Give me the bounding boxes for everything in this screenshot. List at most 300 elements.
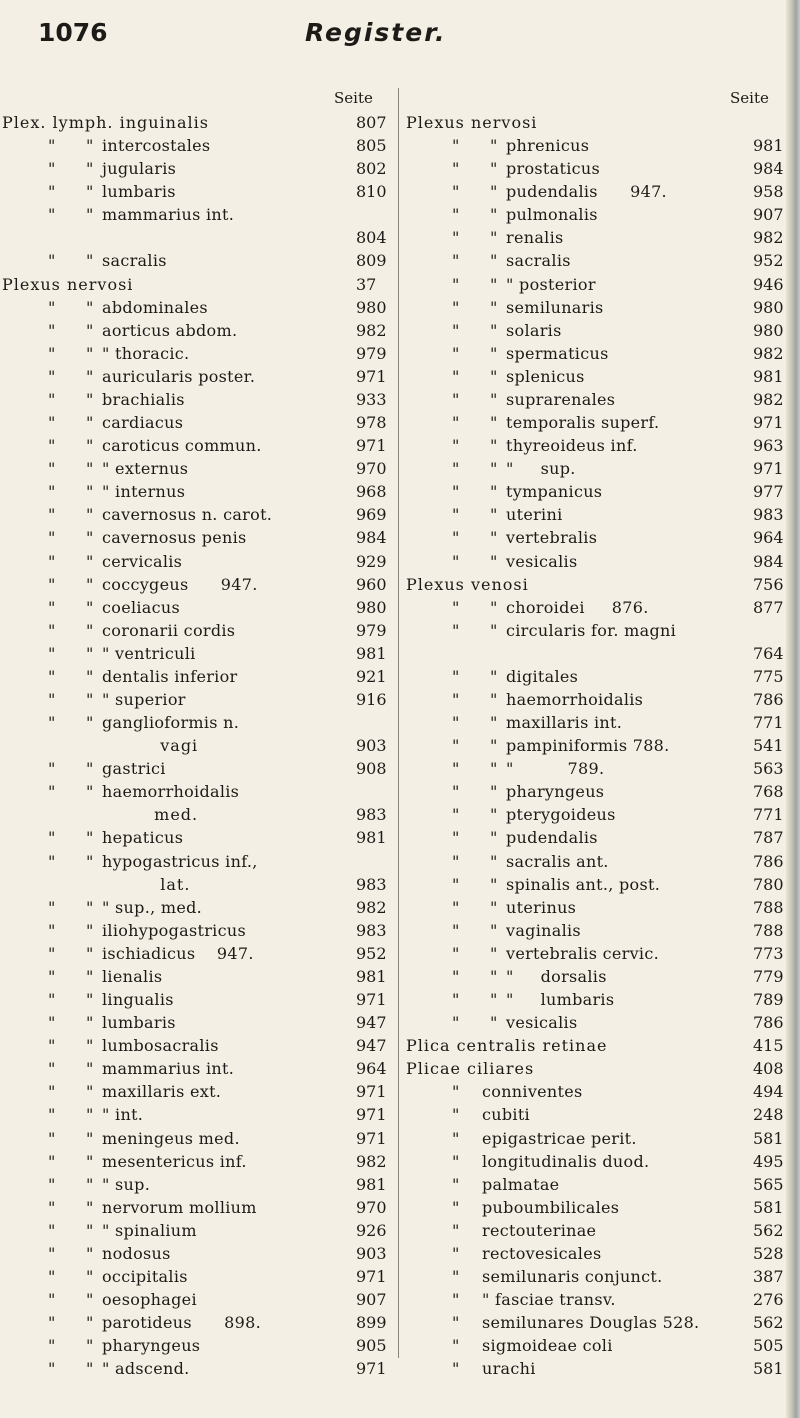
ditto-mark: " [86, 1267, 94, 1286]
ditto-mark: " [452, 620, 460, 640]
entry-term: lat. [2, 874, 191, 894]
entry-term: cubiti [482, 1105, 530, 1125]
entry-term: nodosus [102, 1243, 171, 1263]
index-entry [0, 1242, 400, 1266]
entry-term: sigmoideae coli [482, 1336, 613, 1356]
index-entry [400, 1311, 800, 1335]
entry-page: 982 [753, 389, 784, 409]
index-entry [0, 1127, 400, 1151]
entry-term: occipitalis [102, 1267, 188, 1286]
entry-page: 415 [753, 1036, 784, 1056]
entry-page: 764 [753, 643, 784, 663]
index-entry [400, 249, 800, 273]
entry-page: 970 [356, 1197, 387, 1217]
ditto-mark: " [86, 1151, 94, 1171]
ditto-mark: " [48, 666, 56, 686]
entry-term: vaginalis [506, 920, 581, 940]
entry-page: 979 [356, 343, 387, 363]
entry-term: " dorsalis [506, 966, 607, 986]
entry-term: oesophagei [102, 1290, 197, 1310]
index-entry [0, 1357, 400, 1381]
index-entry [0, 780, 400, 804]
ditto-mark: " [452, 1082, 460, 1102]
ditto-mark: " [490, 620, 498, 640]
entry-page: 771 [753, 805, 784, 825]
ditto-mark: " [452, 1336, 460, 1356]
ditto-mark: " [490, 436, 498, 456]
entry-term: spinalis ant., post. [506, 874, 661, 894]
index-entry [400, 688, 800, 712]
ditto-mark: " [48, 990, 56, 1010]
index-entry [0, 203, 400, 227]
ditto-mark: " [452, 759, 460, 779]
ditto-mark: " [490, 205, 498, 225]
entry-term: uterinus [506, 897, 577, 917]
index-entry [0, 1196, 400, 1220]
ditto-mark: " [490, 459, 498, 479]
index-entry [0, 1103, 400, 1127]
index-entry [400, 180, 800, 204]
index-entry [0, 550, 400, 574]
index-entry [400, 1357, 800, 1381]
ditto-mark: " [86, 413, 94, 433]
ditto-mark: " [48, 136, 56, 156]
ditto-mark: " [452, 1105, 460, 1125]
index-entry [400, 896, 800, 920]
index-entry [0, 434, 400, 458]
entry-term: coccygeus 947. [102, 574, 258, 594]
ditto-mark: " [86, 159, 94, 179]
entry-term: lumbaris [102, 182, 176, 202]
index-entry [0, 665, 400, 689]
index-entry [400, 1196, 800, 1220]
entry-term: semilunaris [506, 297, 604, 317]
entry-term: " spinalium [102, 1220, 197, 1240]
ditto-mark: " [48, 1151, 56, 1171]
entry-page: 907 [753, 205, 784, 225]
ditto-mark: " [86, 1013, 94, 1033]
entry-term: auricularis poster. [102, 366, 256, 386]
entry-term: aorticus abdom. [102, 320, 238, 340]
ditto-mark: " [86, 574, 94, 594]
ditto-mark: " [48, 366, 56, 386]
ditto-mark: " [490, 251, 498, 271]
entry-term: temporalis superf. [506, 413, 660, 433]
entry-term: semilunaris conjunct. [482, 1267, 663, 1286]
entry-page: 971 [753, 459, 784, 479]
ditto-mark: " [86, 1220, 94, 1240]
ditto-mark: " [452, 1220, 460, 1240]
ditto-mark: " [452, 782, 460, 802]
ditto-mark: " [48, 574, 56, 594]
entry-term: intercostales [102, 136, 211, 156]
entry-page: 983 [356, 920, 387, 940]
entry-page: 786 [753, 851, 784, 871]
entry-term: vesicalis [506, 551, 578, 571]
ditto-mark: " [86, 1105, 94, 1125]
ditto-mark: " [86, 620, 94, 640]
index-entry [0, 896, 400, 920]
entry-term: lienalis [102, 966, 163, 986]
entry-page: 899 [356, 1313, 387, 1333]
index-entry [400, 826, 800, 850]
ditto-mark: " [452, 736, 460, 756]
ditto-mark: " [452, 389, 460, 409]
ditto-mark: " [48, 1036, 56, 1056]
entry-page: 947 [356, 1013, 387, 1033]
ditto-mark: " [86, 505, 94, 525]
index-entry [400, 1034, 800, 1058]
index-entry [400, 226, 800, 250]
entry-page: 971 [356, 366, 387, 386]
index-entry [400, 1150, 800, 1174]
ditto-mark: " [48, 920, 56, 940]
index-entry [400, 803, 800, 827]
ditto-mark: " [86, 782, 94, 802]
index-entry [0, 619, 400, 643]
ditto-mark: " [86, 136, 94, 156]
entry-term: " fasciae transv. [482, 1290, 616, 1310]
ditto-mark: " [452, 713, 460, 733]
ditto-mark: " [48, 1243, 56, 1263]
page-edge [786, 0, 800, 1418]
ditto-mark: " [452, 666, 460, 686]
ditto-mark: " [86, 320, 94, 340]
ditto-mark: " [86, 1059, 94, 1079]
ditto-mark: " [86, 1128, 94, 1148]
ditto-mark: " [48, 505, 56, 525]
entry-page: 982 [753, 343, 784, 363]
ditto-mark: " [452, 251, 460, 271]
ditto-mark: " [490, 966, 498, 986]
entry-page: 981 [753, 366, 784, 386]
entry-term: Plex. lymph. inguinalis [2, 113, 209, 132]
entry-term: rectovesicales [482, 1243, 602, 1263]
entry-page: 562 [753, 1220, 784, 1240]
ditto-mark: " [452, 551, 460, 571]
entry-page: 908 [356, 759, 387, 779]
seite-label: Seite [730, 89, 769, 107]
index-entry [400, 526, 800, 550]
ditto-mark: " [48, 1013, 56, 1033]
entry-page: 276 [753, 1290, 784, 1310]
ditto-mark: " [48, 459, 56, 479]
ditto-mark: " [48, 597, 56, 617]
ditto-mark: " [48, 620, 56, 640]
entry-page: 971 [356, 1359, 387, 1379]
entry-term: hypogastricus inf., [102, 851, 258, 871]
ditto-mark: " [490, 759, 498, 779]
entry-page: 788 [753, 897, 784, 917]
index-entry [400, 1288, 800, 1312]
entry-term: vertebralis [506, 528, 598, 548]
index-entry [400, 111, 800, 135]
entry-page: 984 [753, 159, 784, 179]
entry-term: Plicae ciliares [406, 1059, 535, 1079]
entry-term: pulmonalis [506, 205, 598, 225]
entry-page: 981 [356, 966, 387, 986]
index-entry [400, 942, 800, 966]
ditto-mark: " [490, 389, 498, 409]
ditto-mark: " [86, 436, 94, 456]
ditto-mark: " [490, 274, 498, 294]
ditto-mark: " [452, 320, 460, 340]
ditto-mark: " [48, 551, 56, 571]
index-entry [0, 688, 400, 712]
entry-page: 37 [356, 274, 377, 294]
entry-page: 971 [753, 413, 784, 433]
ditto-mark: " [86, 1290, 94, 1310]
ditto-mark: " [452, 943, 460, 963]
entry-page: 528 [753, 1243, 784, 1263]
ditto-mark: " [490, 159, 498, 179]
entry-page: 505 [753, 1336, 784, 1356]
ditto-mark: " [48, 897, 56, 917]
index-entry [0, 180, 400, 204]
entry-page: 494 [753, 1082, 784, 1102]
index-entry [400, 1057, 800, 1081]
index-entry [400, 388, 800, 412]
ditto-mark: " [490, 666, 498, 686]
entry-page: 952 [753, 251, 784, 271]
index-entry [400, 619, 800, 643]
entry-term: " lumbaris [506, 990, 615, 1010]
entry-term: Plexus nervosi [2, 274, 134, 294]
ditto-mark: " [490, 782, 498, 802]
ditto-mark: " [86, 759, 94, 779]
ditto-mark: " [452, 1243, 460, 1263]
entry-page: 581 [753, 1359, 784, 1379]
ditto-mark: " [452, 690, 460, 709]
entry-term: thyreoideus inf. [506, 436, 638, 456]
ditto-mark: " [452, 597, 460, 617]
entry-term: lingualis [102, 990, 174, 1010]
ditto-mark: " [452, 366, 460, 386]
entry-page: 960 [356, 574, 387, 594]
index-entry [400, 919, 800, 943]
index-entry [400, 434, 800, 458]
entry-page: 971 [356, 1082, 387, 1102]
entry-page: 982 [753, 228, 784, 248]
index-entry [0, 134, 400, 158]
entry-term: hepaticus [102, 828, 184, 848]
index-entry [0, 157, 400, 181]
entry-term: iliohypogastricus [102, 920, 246, 940]
entry-page: 775 [753, 666, 784, 686]
index-entry [400, 734, 800, 758]
entry-page: 971 [356, 990, 387, 1010]
ditto-mark: " [86, 205, 94, 225]
entry-page: 968 [356, 482, 387, 502]
index-entry [400, 411, 800, 435]
index-entry [400, 273, 800, 297]
entry-page: 495 [753, 1151, 784, 1171]
ditto-mark: " [452, 1267, 460, 1286]
entry-term: solaris [506, 320, 562, 340]
entry-term: maxillaris ext. [102, 1082, 222, 1102]
ditto-mark: " [86, 1197, 94, 1217]
ditto-mark: " [86, 482, 94, 502]
index-entry [400, 780, 800, 804]
entry-page: 805 [356, 136, 387, 156]
index-entry [0, 273, 400, 297]
ditto-mark: " [452, 459, 460, 479]
index-entry [400, 1103, 800, 1127]
ditto-mark: " [452, 297, 460, 317]
index-entry [0, 850, 400, 874]
entry-term: spermaticus [506, 343, 609, 363]
entry-page: 387 [753, 1267, 784, 1286]
entry-term: tympanicus [506, 482, 603, 502]
index-entry [0, 988, 400, 1012]
entry-page: 802 [356, 159, 387, 179]
ditto-mark: " [86, 297, 94, 317]
index-entry [400, 711, 800, 735]
entry-term: prostaticus [506, 159, 601, 179]
index-entry [0, 411, 400, 435]
index-entry [400, 296, 800, 320]
ditto-mark: " [452, 920, 460, 940]
index-entry [0, 1150, 400, 1174]
index-entry [0, 873, 400, 897]
entry-term: med. [2, 805, 199, 825]
index-entry [0, 942, 400, 966]
entry-term: suprarenales [506, 389, 616, 409]
ditto-mark: " [86, 966, 94, 986]
ditto-mark: " [452, 136, 460, 156]
ditto-mark: " [490, 713, 498, 733]
ditto-mark: " [48, 1220, 56, 1240]
ditto-mark: " [452, 897, 460, 917]
index-entry [0, 457, 400, 481]
ditto-mark: " [86, 643, 94, 663]
ditto-mark: " [452, 228, 460, 248]
entry-term: conniventes [482, 1082, 583, 1102]
entry-term: gastrici [102, 759, 166, 779]
index-entry [0, 319, 400, 343]
ditto-mark: " [452, 436, 460, 456]
ditto-mark: " [452, 1313, 460, 1333]
index-entry [400, 1265, 800, 1289]
ditto-mark: " [48, 343, 56, 363]
entry-page: 541 [753, 736, 784, 756]
ditto-mark: " [48, 297, 56, 317]
ditto-mark: " [490, 990, 498, 1010]
entry-term: sacralis ant. [506, 851, 609, 871]
ditto-mark: " [490, 690, 498, 709]
ditto-mark: " [48, 1290, 56, 1310]
entry-page: 963 [753, 436, 784, 456]
entry-page: 947 [356, 1036, 387, 1056]
ditto-mark: " [48, 851, 56, 871]
entry-term: maxillaris int. [506, 713, 623, 733]
ditto-mark: " [48, 1082, 56, 1102]
entry-page: 929 [356, 551, 387, 571]
ditto-mark: " [452, 528, 460, 548]
ditto-mark: " [48, 182, 56, 202]
ditto-mark: " [452, 1290, 460, 1310]
entry-term: sacralis [506, 251, 571, 271]
ditto-mark: " [86, 1243, 94, 1263]
entry-term: cardiacus [102, 413, 184, 433]
entry-page: 903 [356, 1243, 387, 1263]
index-entry [400, 988, 800, 1012]
ditto-mark: " [48, 782, 56, 802]
index-entry [400, 550, 800, 574]
entry-term: haemorrhoidalis [102, 782, 240, 802]
ditto-mark: " [452, 828, 460, 848]
entry-page: 958 [753, 182, 784, 202]
entry-term: vesicalis [506, 1013, 578, 1033]
entry-term: jugularis [102, 159, 177, 179]
entry-page: 768 [753, 782, 784, 802]
ditto-mark: " [86, 1359, 94, 1379]
entry-page: 969 [356, 505, 387, 525]
entry-page: 780 [753, 874, 784, 894]
ditto-mark: " [452, 482, 460, 502]
index-entry [0, 642, 400, 666]
entry-term: abdominales [102, 297, 208, 317]
index-entry [0, 111, 400, 135]
entry-page: 933 [356, 389, 387, 409]
ditto-mark: " [452, 159, 460, 179]
entry-term: " sup. [102, 1174, 151, 1194]
entry-page: 964 [753, 528, 784, 548]
entry-term: meningeus med. [102, 1128, 240, 1148]
ditto-mark: " [490, 851, 498, 871]
entry-page: 771 [753, 713, 784, 733]
ditto-mark: " [490, 597, 498, 617]
entry-term: " 789. [506, 759, 605, 779]
index-entry [400, 503, 800, 527]
entry-page: 982 [356, 320, 387, 340]
ditto-mark: " [452, 1013, 460, 1033]
index-entry [0, 596, 400, 620]
entry-term: dentalis inferior [102, 666, 238, 686]
index-entry [0, 249, 400, 273]
entry-page: 562 [753, 1313, 784, 1333]
ditto-mark: " [48, 1174, 56, 1194]
entry-page: 980 [753, 297, 784, 317]
ditto-mark: " [48, 159, 56, 179]
seite-label: Seite [334, 89, 373, 107]
entry-term: rectouterinae [482, 1220, 597, 1240]
ditto-mark: " [86, 366, 94, 386]
entry-page: 565 [753, 1174, 784, 1194]
column-divider [398, 88, 399, 1358]
ditto-mark: " [490, 413, 498, 433]
entry-term: choroidei 876. [506, 597, 649, 617]
index-entry [400, 850, 800, 874]
entry-term: " superior [102, 690, 186, 709]
index-entry [0, 1334, 400, 1358]
entry-page: 773 [753, 943, 784, 963]
ditto-mark: " [48, 690, 56, 709]
ditto-mark: " [48, 413, 56, 433]
ditto-mark: " [86, 251, 94, 271]
entry-term: lumbaris [102, 1013, 176, 1033]
entry-page: 926 [356, 1220, 387, 1240]
ditto-mark: " [452, 851, 460, 871]
index-entry [400, 873, 800, 897]
ditto-mark: " [490, 736, 498, 756]
entry-page: 786 [753, 1013, 784, 1033]
entry-term: digitales [506, 666, 579, 686]
entry-page: 807 [356, 113, 387, 132]
ditto-mark: " [490, 343, 498, 363]
ditto-mark: " [452, 182, 460, 202]
ditto-mark: " [48, 1336, 56, 1356]
